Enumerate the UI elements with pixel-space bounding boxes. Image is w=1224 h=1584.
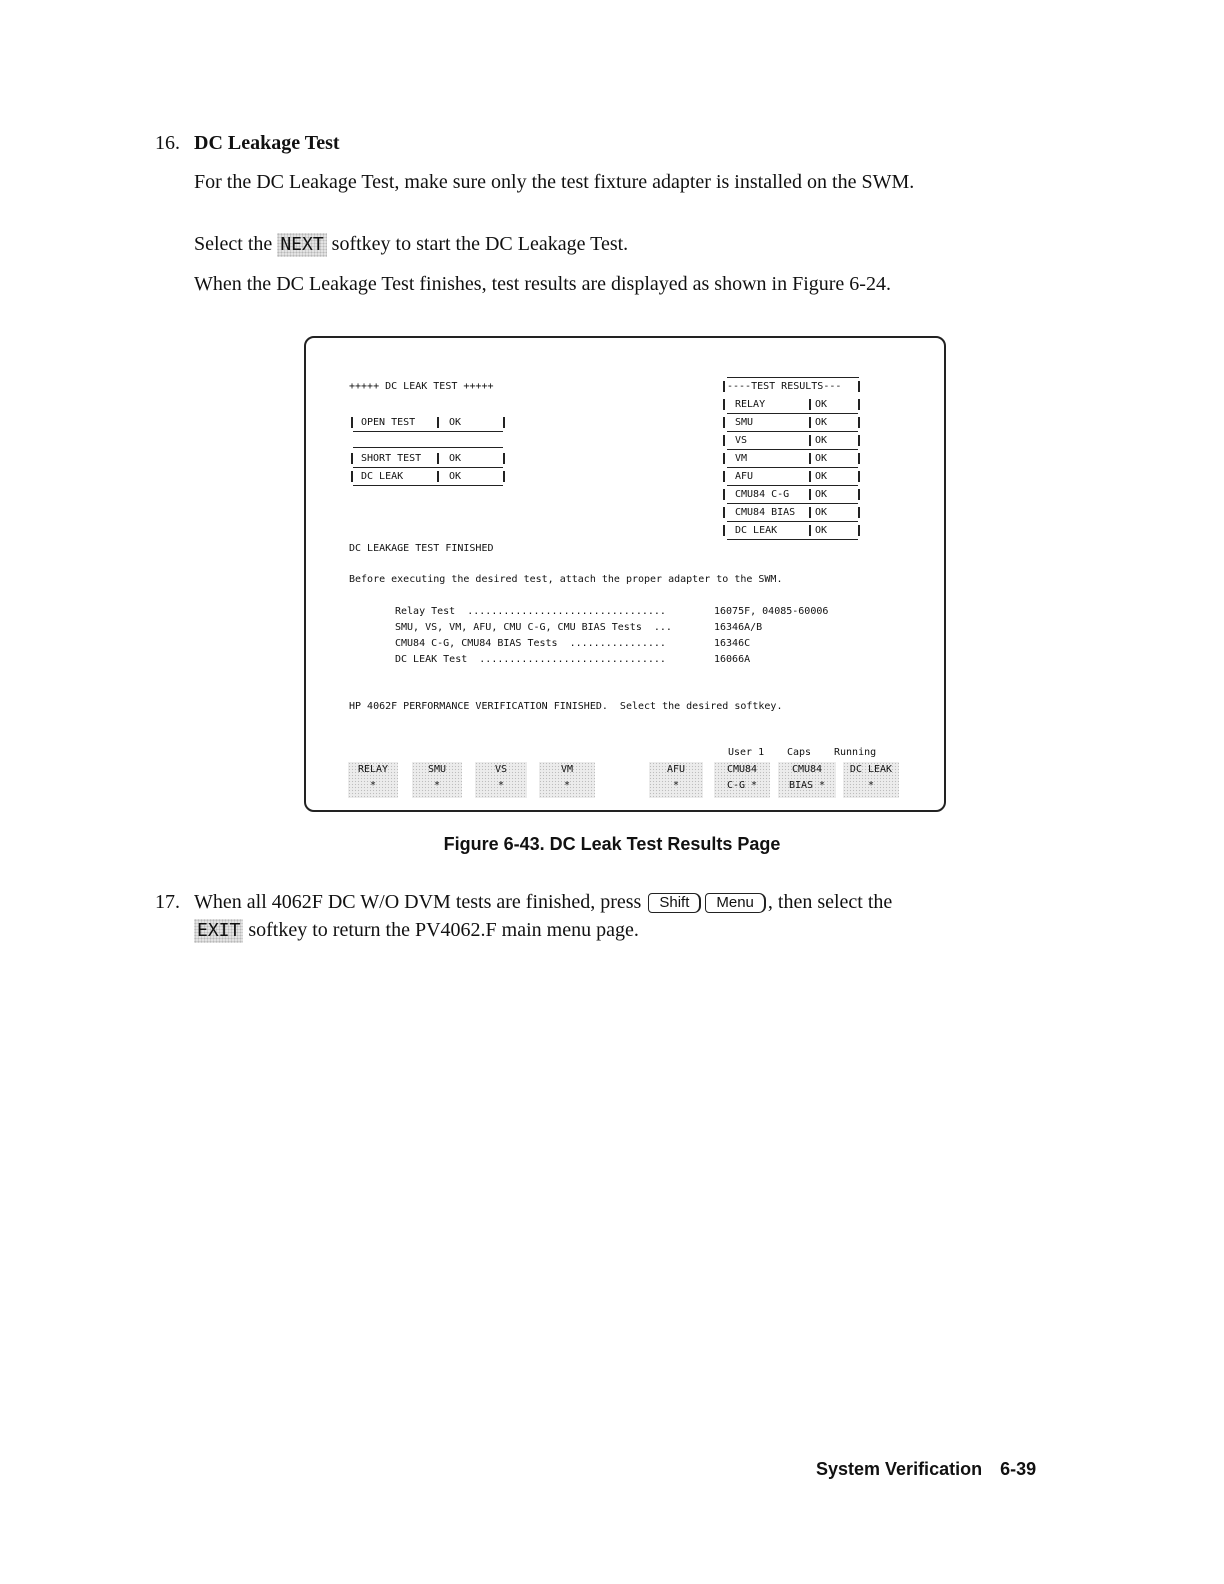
text: softkey to return the PV4062.F main menu page. [248, 919, 639, 941]
result-name: DC LEAK [735, 525, 778, 536]
status-running: Running [834, 747, 877, 758]
result-value: OK [815, 525, 828, 536]
status-caps: Caps [787, 747, 812, 758]
softkey-label: SMU [427, 764, 447, 775]
result-name: VS [735, 435, 748, 446]
next-softkey: NEXT [277, 233, 326, 257]
softkey-label: * [497, 780, 505, 791]
result-name: VM [735, 453, 748, 464]
adapter-row-label: Relay Test ................................. [395, 606, 666, 617]
result-name: CMU84 BIAS [735, 507, 796, 518]
softkey-relay[interactable] [348, 762, 398, 798]
softkey-label: * [433, 780, 441, 791]
result-value: OK [815, 399, 828, 410]
instrument-screen [304, 336, 946, 812]
step-16-paragraph-1: For the DC Leakage Test, make sure only the test fixture adapter is installed on the SWM. [194, 171, 915, 193]
softkey-cmu84-cg[interactable] [714, 762, 770, 798]
text: softkey to start the DC Leakage Test. [331, 233, 629, 255]
softkey-label: AFU [666, 764, 686, 775]
page-number: 6-39 [1000, 1459, 1037, 1479]
adapter-row-label: DC LEAK Test ............................... [395, 654, 666, 665]
figure-caption: Figure 6-43. DC Leak Test Results Page [443, 834, 781, 854]
result-value: OK [815, 453, 828, 464]
result-value: OK [815, 489, 828, 500]
shift-key: Shift [648, 893, 701, 913]
result-value: OK [815, 507, 828, 518]
softkey-label: VM [560, 764, 574, 775]
text: Select the [194, 233, 273, 255]
text: When all 4062F DC W/O DVM tests are finished, press [194, 891, 642, 913]
finished-message: DC LEAKAGE TEST FINISHED [349, 543, 494, 554]
result-name: AFU [735, 471, 754, 482]
verification-message: HP 4062F PERFORMANCE VERIFICATION FINISHED. Select the desired softkey. [349, 701, 783, 712]
softkey-label: * [672, 780, 680, 791]
softkey-cmu84-bias[interactable] [778, 762, 836, 798]
result-name: SHORT TEST [361, 453, 422, 464]
instruction-text: Before executing the desired test, attach the proper adapter to the SWM. [349, 574, 783, 585]
result-name: RELAY [735, 399, 766, 410]
adapter-row-label: CMU84 C-G, CMU84 BIAS Tests ................ [395, 638, 666, 649]
softkey-label: * [563, 780, 571, 791]
softkey-dc-leak[interactable] [843, 762, 899, 798]
softkey-label: RELAY [357, 764, 389, 775]
text: , then select the [767, 891, 893, 913]
page-footer [816, 1459, 1036, 1480]
result-value: OK [449, 453, 462, 464]
step-17 [155, 888, 1035, 948]
adapter-row-value: 16346A/B [714, 622, 763, 633]
status-user: User 1 [728, 747, 765, 758]
step-number: 16. [155, 132, 180, 154]
result-name: DC LEAK [361, 471, 404, 482]
result-value: OK [815, 471, 828, 482]
result-value: OK [449, 417, 462, 428]
softkey-smu[interactable] [412, 762, 462, 798]
result-value: OK [815, 435, 828, 446]
adapter-row-value: 16066A [714, 654, 751, 665]
softkey-label: * [867, 780, 875, 791]
adapter-row-label: SMU, VS, VM, AFU, CMU C-G, CMU BIAS Tests ... [395, 622, 672, 633]
adapter-row-value: 16075F, 04085-60006 [714, 606, 829, 617]
softkey-vm[interactable] [539, 762, 595, 798]
softkey-vs[interactable] [475, 762, 527, 798]
softkey-label: CMU84 [791, 764, 823, 775]
softkey-label: CMU84 [726, 764, 758, 775]
screen-header: +++++ DC LEAK TEST +++++ [349, 381, 494, 392]
softkey-label: DC LEAK [849, 764, 893, 775]
softkey-label: BIAS * [788, 780, 826, 791]
softkey-afu[interactable] [649, 762, 703, 798]
adapter-row-value: 16346C [714, 638, 751, 649]
result-name: OPEN TEST [361, 417, 416, 428]
result-name: SMU [735, 417, 754, 428]
softkey-label: C-G * [726, 780, 758, 791]
step-number: 17. [155, 891, 180, 913]
softkey-label: VS [494, 764, 508, 775]
softkey-label: * [369, 780, 377, 791]
step-title: DC Leakage Test [194, 132, 340, 154]
exit-softkey: EXIT [194, 919, 243, 943]
step-16-paragraph-2 [194, 231, 1024, 257]
step-16-paragraph-3: When the DC Leakage Test finishes, test results are displayed as shown in Figure 6-24. [194, 273, 891, 295]
test-results-title: ----TEST RESULTS--- [727, 381, 842, 392]
menu-key: Menu [705, 893, 766, 913]
step-17-text [194, 888, 1044, 944]
result-name: CMU84 C-G [735, 489, 790, 500]
result-value: OK [449, 471, 462, 482]
result-value: OK [815, 417, 828, 428]
footer-section: System Verification [816, 1459, 983, 1479]
